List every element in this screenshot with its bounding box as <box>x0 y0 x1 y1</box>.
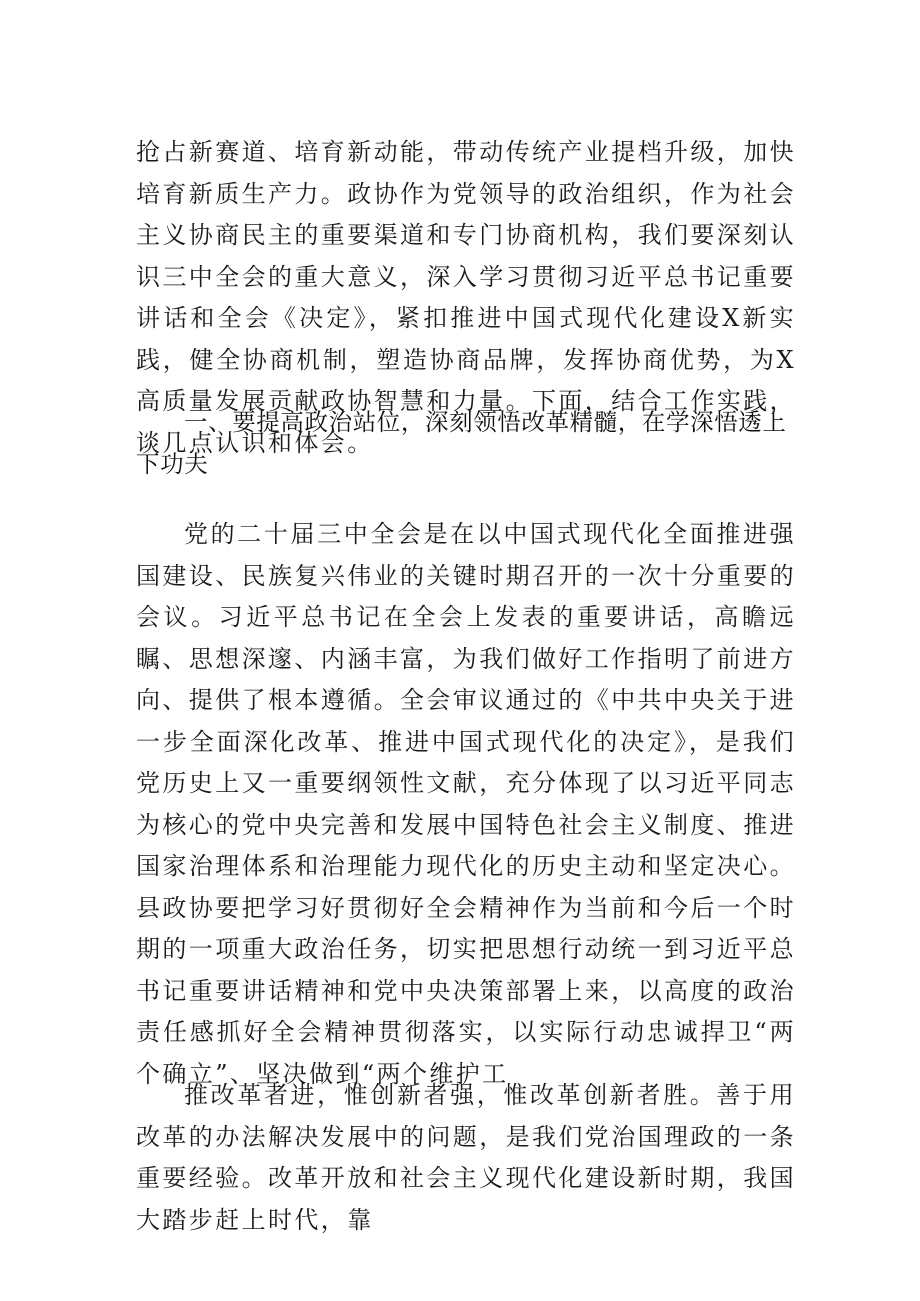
section-one-paragraph: 党的二十届三中全会是在以中国式现代化全面推进强国建设、民族复兴伟业的关键时期召开的一次十分重要的会议。习近平总书记在全会上发表的重要讲话，高瞻远瞩、思想深邃、内涵丰富，为我们做好工作指明了前进方向、提供了根本遵循。全会审议通过的《中共中央关于进一步全面深化改革、推进中国式现代化的决定》，是我们党历史上又一重要纲领性文献，充分体现了以习近平同志为核心的党中央完善和发展中国特色社会主义制度、推进国家治理体系和治理能力现代化的历史主动和坚定决心。县政协要把学习好贯彻好全会精神作为当前和今后一个时期的一项重大政治任务，切实把思想行动统一到习近平总书记重要讲话精神和党中央决策部署上来，以高度的政治责任感抓好全会精神贯彻落实，以实际行动忠诚捍卫“两个确立”、坚决做到“两个维护工 <box>136 520 796 1088</box>
reform-paragraph: 推改革者进，惟创新者强，惟改革创新者胜。善于用改革的办法解决发展中的问题，是我们党治国理政的一条重要经验。改革开放和社会主义现代化建设新时期，我国大踏步赶上时代，靠 <box>136 1081 796 1234</box>
intro-paragraph: 抢占新赛道、培育新动能，带动传统产业提档升级，加快培育新质生产力。政协作为党领导的政治组织，作为社会主义协商民主的重要渠道和专门协商机构，我们要深刻认识三中全会的重大意义，深入学习贯彻习近平总书记重要讲话和全会《决定》，紧扣推进中国式现代化建设X新实践，健全协商机制，塑造协商品牌，发挥协商优势，为X高质量发展贡献政协智慧和力量。下面，结合工作实践，谈几点认识和体会。 <box>136 138 796 457</box>
section-one-heading: 一、要提高政治站位，深刻领悟改革精髓，在学深悟透上下功夫 <box>136 408 787 478</box>
